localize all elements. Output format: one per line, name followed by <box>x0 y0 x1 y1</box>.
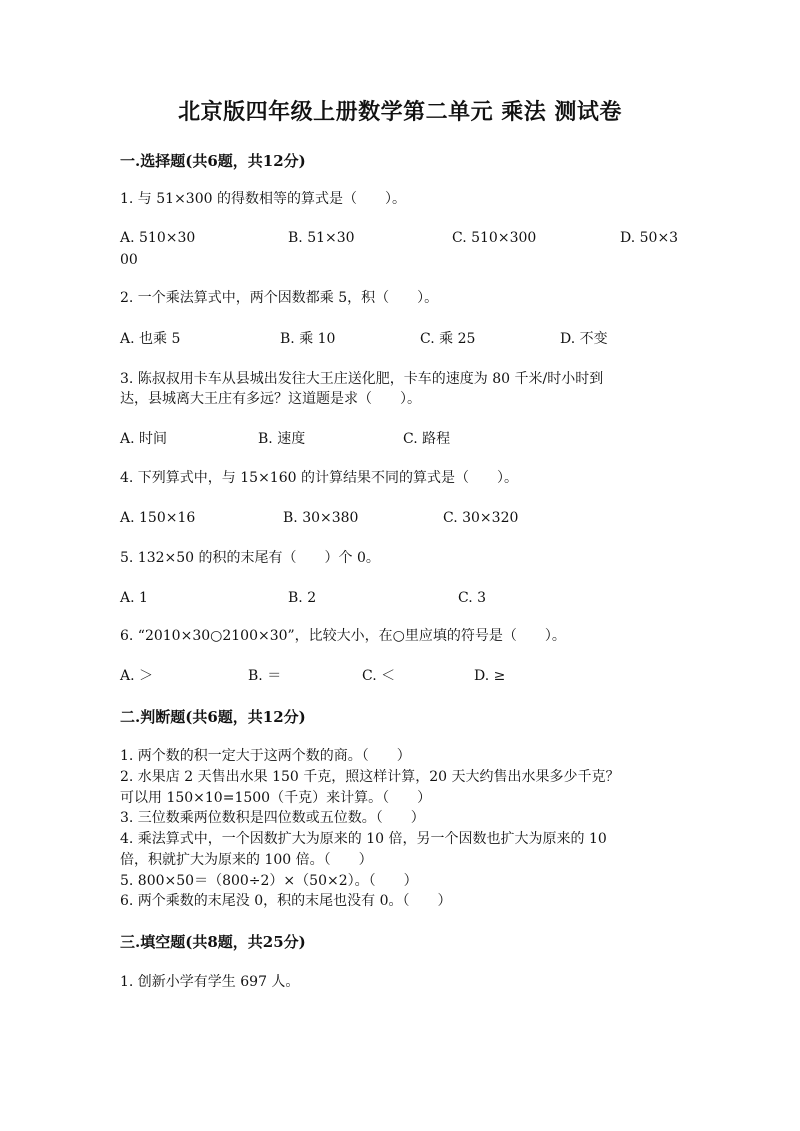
q1-option-d-wrap: 00 <box>120 252 138 268</box>
judgement-line-6: 倍，积就扩大为原来的 100 倍。（ ） <box>120 852 373 868</box>
q6-option-d: D. ≥ <box>474 668 506 684</box>
judgement-line-7: 5. 800×50＝（800÷2）×（50×2）。（ ） <box>120 873 418 889</box>
q3-option-b: B. 速度 <box>258 431 306 447</box>
q5-option-b: B. 2 <box>288 590 317 606</box>
question-3-line-1: 3. 陈叔叔用卡车从县城出发往大王庄送化肥，卡车的速度为 80 千米/时小时到 <box>120 371 604 387</box>
q1-option-d: D. 50×3 <box>620 230 679 246</box>
question-2-text: 2. 一个乘法算式中，两个因数都乘 5，积（ ）。 <box>120 290 439 306</box>
page-title: 北京版四年级上册数学第二单元 乘法 测试卷 <box>178 99 622 125</box>
q6-option-a: A. ＞ <box>120 668 154 684</box>
judgement-line-2: 2. 水果店 2 天售出水果 150 千克，照这样计算，20 天大约售出水果多少千克？ <box>120 769 620 785</box>
q4-option-a: A. 150×16 <box>120 510 196 526</box>
judgement-line-1: 1. 两个数的积一定大于这两个数的商。（ ） <box>120 748 411 764</box>
question-1-text: 1. 与 51×300 的得数相等的算式是（ ）。 <box>120 191 406 207</box>
q3-option-a: A. 时间 <box>120 431 168 447</box>
question-5-text: 5. 132×50 的积的末尾有（ ）个 0。 <box>120 550 380 566</box>
question-3-line-2: 达，县城离大王庄有多远？这道题是求（ ）。 <box>120 391 421 407</box>
question-4-text: 4. 下列算式中，与 15×160 的计算结果不同的算式是（ ）。 <box>120 470 518 486</box>
q6-option-c: C. ＜ <box>362 668 396 684</box>
q3-option-c: C. 路程 <box>403 431 451 447</box>
judgement-line-8: 6. 两个乘数的末尾没 0，积的末尾也没有 0。（ ） <box>120 893 452 909</box>
q2-option-c: C. 乘 25 <box>420 331 476 347</box>
q1-option-b: B. 51×30 <box>288 230 355 246</box>
fill-in-question-1: 1. 创新小学有学生 697 人。 <box>120 974 300 990</box>
q6-option-b: B. ＝ <box>248 668 282 684</box>
q4-option-b: B. 30×380 <box>283 510 359 526</box>
q5-option-c: C. 3 <box>458 590 487 606</box>
judgement-line-3: 可以用 150×10=1500（千克）来计算。（ ） <box>120 790 432 806</box>
q1-option-a: A. 510×30 <box>120 230 196 246</box>
judgement-line-4: 3. 三位数乘两位数积是四位数或五位数。（ ） <box>120 810 425 826</box>
question-6-text: 6. “2010×30○2100×30”，比较大小，在○里应填的符号是（ ）。 <box>120 628 566 644</box>
section-heading-fill-in: 三.填空题(共8题，共25分) <box>120 933 306 951</box>
q4-option-c: C. 30×320 <box>443 510 519 526</box>
q2-option-d: D. 不变 <box>560 331 608 347</box>
q2-option-a: A. 也乘 5 <box>120 331 181 347</box>
judgement-line-5: 4. 乘法算式中，一个因数扩大为原来的 10 倍，另一个因数也扩大为原来的 10 <box>120 831 607 847</box>
q2-option-b: B. 乘 10 <box>280 331 336 347</box>
section-heading-choice: 一.选择题(共6题，共12分) <box>120 152 306 170</box>
q5-option-a: A. 1 <box>120 590 148 606</box>
q1-option-c: C. 510×300 <box>452 230 537 246</box>
section-heading-judgement: 二.判断题(共6题，共12分) <box>120 708 306 726</box>
